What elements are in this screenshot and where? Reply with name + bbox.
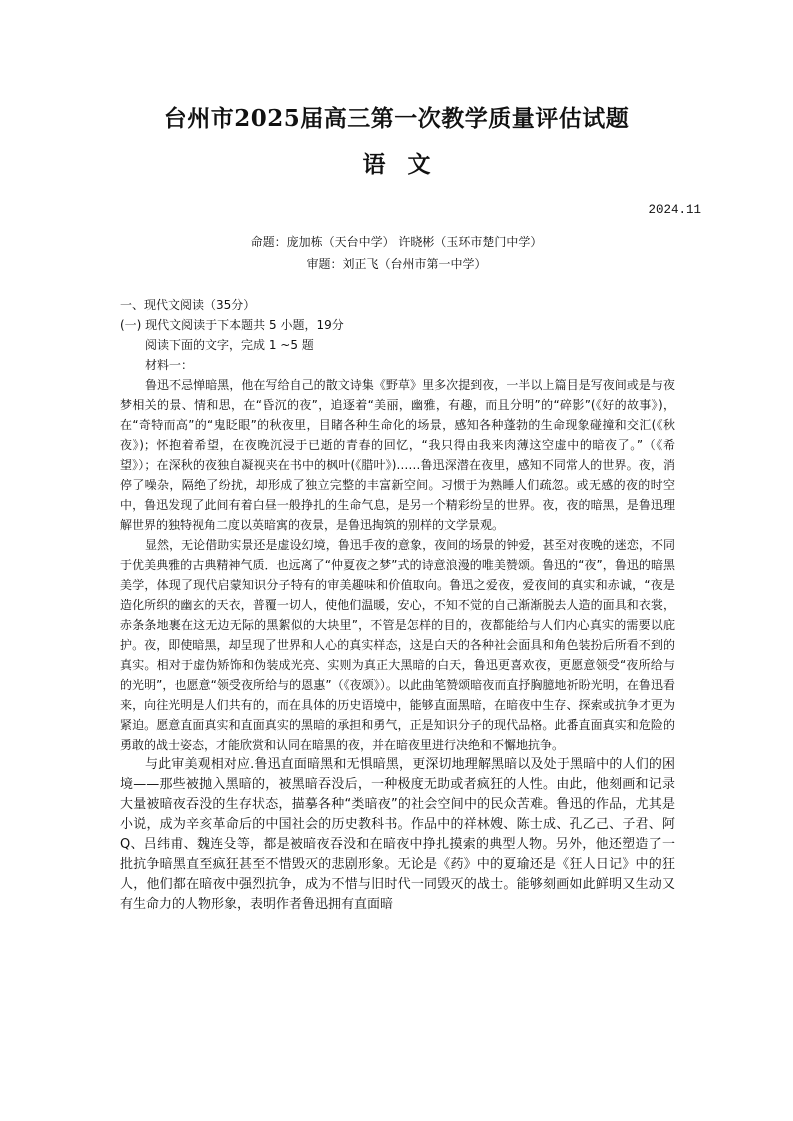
paragraph-3: 与此审美观相对应.鲁迅直面暗黑和无惧暗黑，更深切地理解黑暗以及处于黑暗中的人们的困境——那些被抛入黑暗的，被黑暗吞没后，一种极度无助或者疯狂的人性。由此，他刻画和记录大量被暗夜吞没的生存状态，描摹各种“类暗夜”的社会空间中的民众苦难。鲁迅的作品，尤其是小说，成为辛亥革命后的中国社会的历史教科书。作品中的祥林嫂、陈士成、孔乙己、子君、阿Q、吕纬甫、魏连殳等，都是被暗夜吞没和在暗夜中挣扎摸索的典型人物。另外，他还塑造了一批抗争暗黑直至疯狂甚至不惜毁灭的悲剧形象。无论是《药》中的夏瑜还是《狂人日记》中的狂人，他们都在暗夜中强烈抗争，成为不惜与旧时代一同毁灭的战士。能够刻画如此鲜明又生动又有生命力的人物形象，表明作者鲁迅拥有直面暗 [120,757,675,912]
exam-date: 2024.11 [648,203,701,217]
material-label: 材料一： [145,358,194,372]
paragraph-2: 显然，无论借助实景还是虚设幻境，鲁迅手夜的意象，夜间的场景的钟爱，甚至对夜晚的迷恋，不同于优美典雅的古典精神气质．也远离了“仲夏夜之梦”式的诗意浪漫的唯美赞颂。鲁迅的“夜”，鲁迅的暗黑美学，体现了现代启蒙知识分子特有的审美趣味和价值取向。鲁迅之爱夜，爱夜间的真实和赤诚，“夜是造化所织的幽玄的天衣，普覆一切人，使他们温暖，安心，不知不觉的自己渐渐脱去人造的面具和衣裳，赤条条地裹在这无边无际的黑絮似的大块里”，不管是怎样的目的，夜都能给与人们内心真实的需要以庇护。夜，即使暗黑，却呈现了世界和人心的真实样态，这是白天的各种社会面具和角色装扮后所看不到的真实。相对于虚伪矫饰和伪装成光亮、实则为真正大黑暗的白天，鲁迅更喜欢夜，更愿意领受“夜所给与的光明”，也愿意“领受夜所给与的恩惠”（《夜颂》）。以此曲笔赞颂暗夜而直抒胸臆地祈盼光明，在鲁迅看来，向往光明是人们共有的，而在具体的历史语境中，能够直面黑暗，在暗夜中生存、探索或抗争才更为紧迫。愿意直面真实和直面真实的黑暗的承担和勇气，正是知识分子的现代品格。此番直面真实和危险的勇敢的战士姿态，才能欣赏和认同在暗黑的夜，并在暗夜里进行决绝和不懈地抗争。 [120,538,675,752]
exam-body [120,295,675,915]
paragraph-1: 鲁迅不忌惮暗黑，他在写给自己的散文诗集《野草》里多次提到夜，一半以上篇目是写夜间或是与夜梦相关的景、情和思，在“昏沉的夜”，追逐着“美丽，幽雅，有趣，而且分明”的“碎影”(《好的故事》)，在“奇特而高”的“鬼眨眼”的秋夜里，目睹各种生命化的场景，感知各种蓬勃的生命现象碰撞和交汇(《秋夜》)；怀抱着希望，在夜晚沉浸于已逝的青春的回忆，“我只得由我来肉薄这空虚中的暗夜了。”（《希望》）；在深秋的夜独自凝视夹在书中的枫叶(《腊叶》)……鲁迅深潜在夜里，感知不同常人的世界。夜，消停了噪杂，隔绝了纷扰，却形成了独立完整的丰富新空间。习惯于为熟睡人们疏忽。或无感的夜的时空中，鲁迅发现了此间有着白昼一般挣扎的生命气息，是另一个精彩纷呈的世界。夜，夜的暗黑，是鲁迅理解世界的独特视角二度以英暗寓的夜景，是鲁迅掏筑的别样的文学景观。 [120,378,675,532]
reviewer-credit: 审题：刘正飞（台州市第一中学） [306,257,487,271]
subsection-heading: (一) 现代文阅读于下本题共 5 小题，19分 [120,318,344,332]
subject-heading: 语文 [362,151,453,178]
author-credit: 命题：庞加栋（天台中学） 许晓彬（玉环市楚门中学） [250,235,543,249]
exam-title: 台州市2025届高三第一次教学质量评估试题 [163,105,630,132]
reading-instruction: 阅读下面的文字，完成 1 ~5 题 [145,338,314,352]
section-heading: 一、现代文阅读（35分） [120,298,256,312]
